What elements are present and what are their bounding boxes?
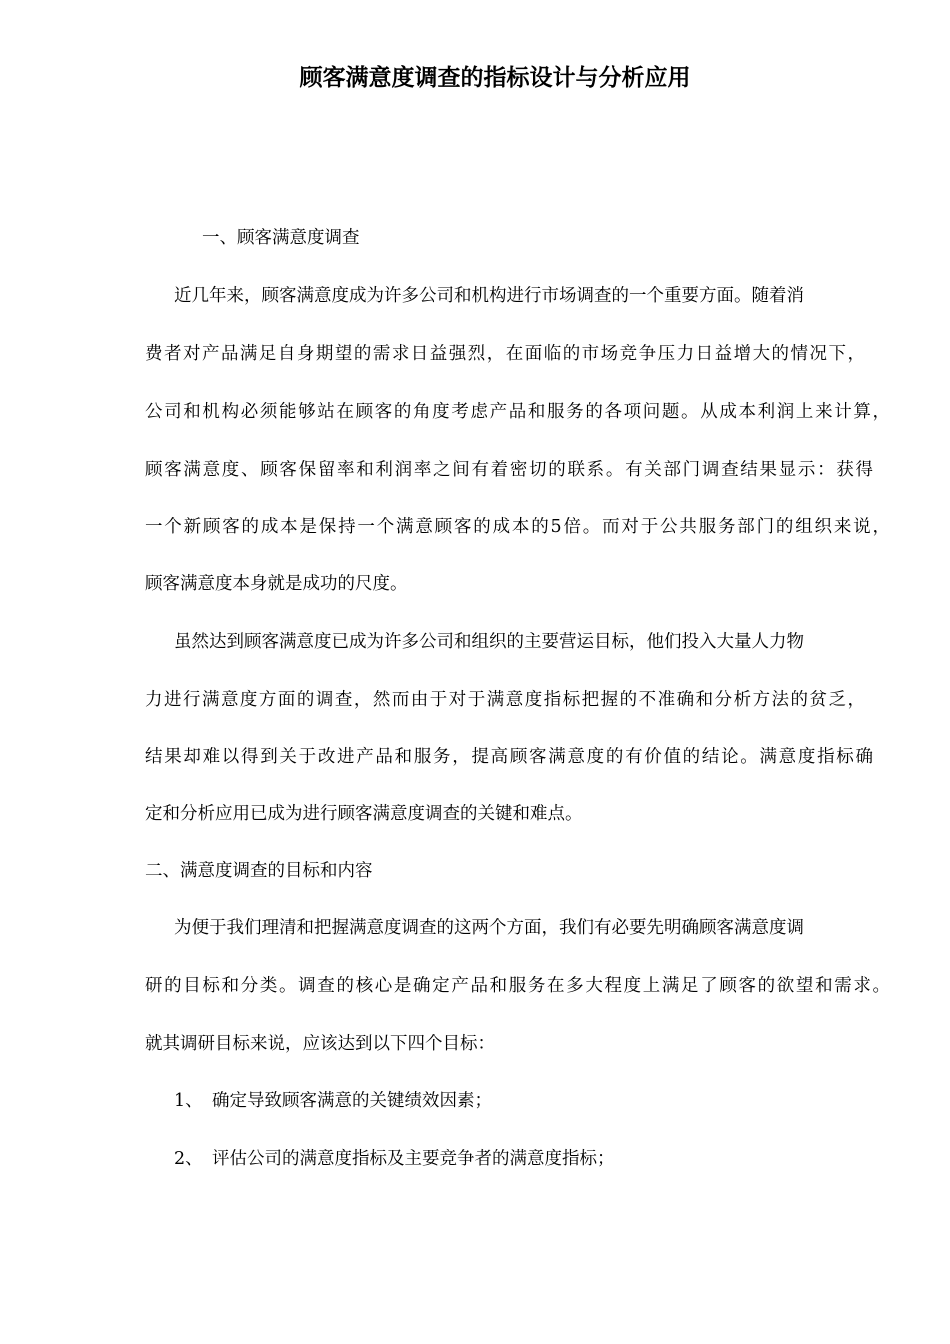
list-item-text: 确定导致顾客满意的关键绩效因素； [212, 1091, 492, 1111]
list-item-number: 2、 [174, 1149, 203, 1169]
paragraph-2-line-1: 虽然达到顾客满意度已成为许多公司和组织的主要营运目标，他们投入大量人力物 [174, 632, 804, 652]
paragraph-3-line-2: 研的目标和分类。调查的核心是确定产品和服务在多大程度上满足了顾客的欲望和需求。 [145, 976, 890, 996]
paragraph-1-line-6: 顾客满意度本身就是成功的尺度。 [145, 574, 408, 594]
paragraph-1-line-5: 一个新顾客的成本是保持一个满意顾客的成本的5倍。而对于公共服务部门的组织来说， [145, 517, 890, 537]
paragraph-3-line-3: 就其调研目标来说，应该达到以下四个目标： [145, 1034, 495, 1054]
document-title: 顾客满意度调查的指标设计与分析应用 [299, 65, 691, 91]
paragraph-1-line-3: 公司和机构必须能够站在顾客的角度考虑产品和服务的各项问题。从成本利润上来计算， [145, 402, 890, 422]
paragraph-1-line-2: 费者对产品满足自身期望的需求日益强烈，在面临的市场竞争压力日益增大的情况下， [145, 344, 865, 364]
list-item-number: 1、 [174, 1091, 203, 1111]
section-heading-2: 二、满意度调查的目标和内容 [145, 861, 373, 881]
list-item-text: 评估公司的满意度指标及主要竞争者的满意度指标； [212, 1149, 615, 1169]
paragraph-2-line-3: 结果却难以得到关于改进产品和服务，提高顾客满意度的有价值的结论。满意度指标确 [145, 747, 873, 767]
section-heading-1: 一、顾客满意度调查 [202, 228, 360, 248]
list-item [174, 1146, 919, 1172]
paragraph-1-line-4: 顾客满意度、顾客保留率和利润率之间有着密切的联系。有关部门调查结果显示：获得 [145, 460, 873, 480]
paragraph-3-line-1: 为便于我们理清和把握满意度调查的这两个方面，我们有必要先明确顾客满意度调 [174, 918, 804, 938]
paragraph-2-line-4: 定和分析应用已成为进行顾客满意度调查的关键和难点。 [145, 804, 583, 824]
paragraph-1-line-1: 近几年来，顾客满意度成为许多公司和机构进行市场调查的一个重要方面。随着消 [174, 286, 804, 306]
list-item [174, 1088, 919, 1114]
paragraph-2-line-2: 力进行满意度方面的调查，然而由于对于满意度指标把握的不准确和分析方法的贫乏， [145, 690, 865, 710]
